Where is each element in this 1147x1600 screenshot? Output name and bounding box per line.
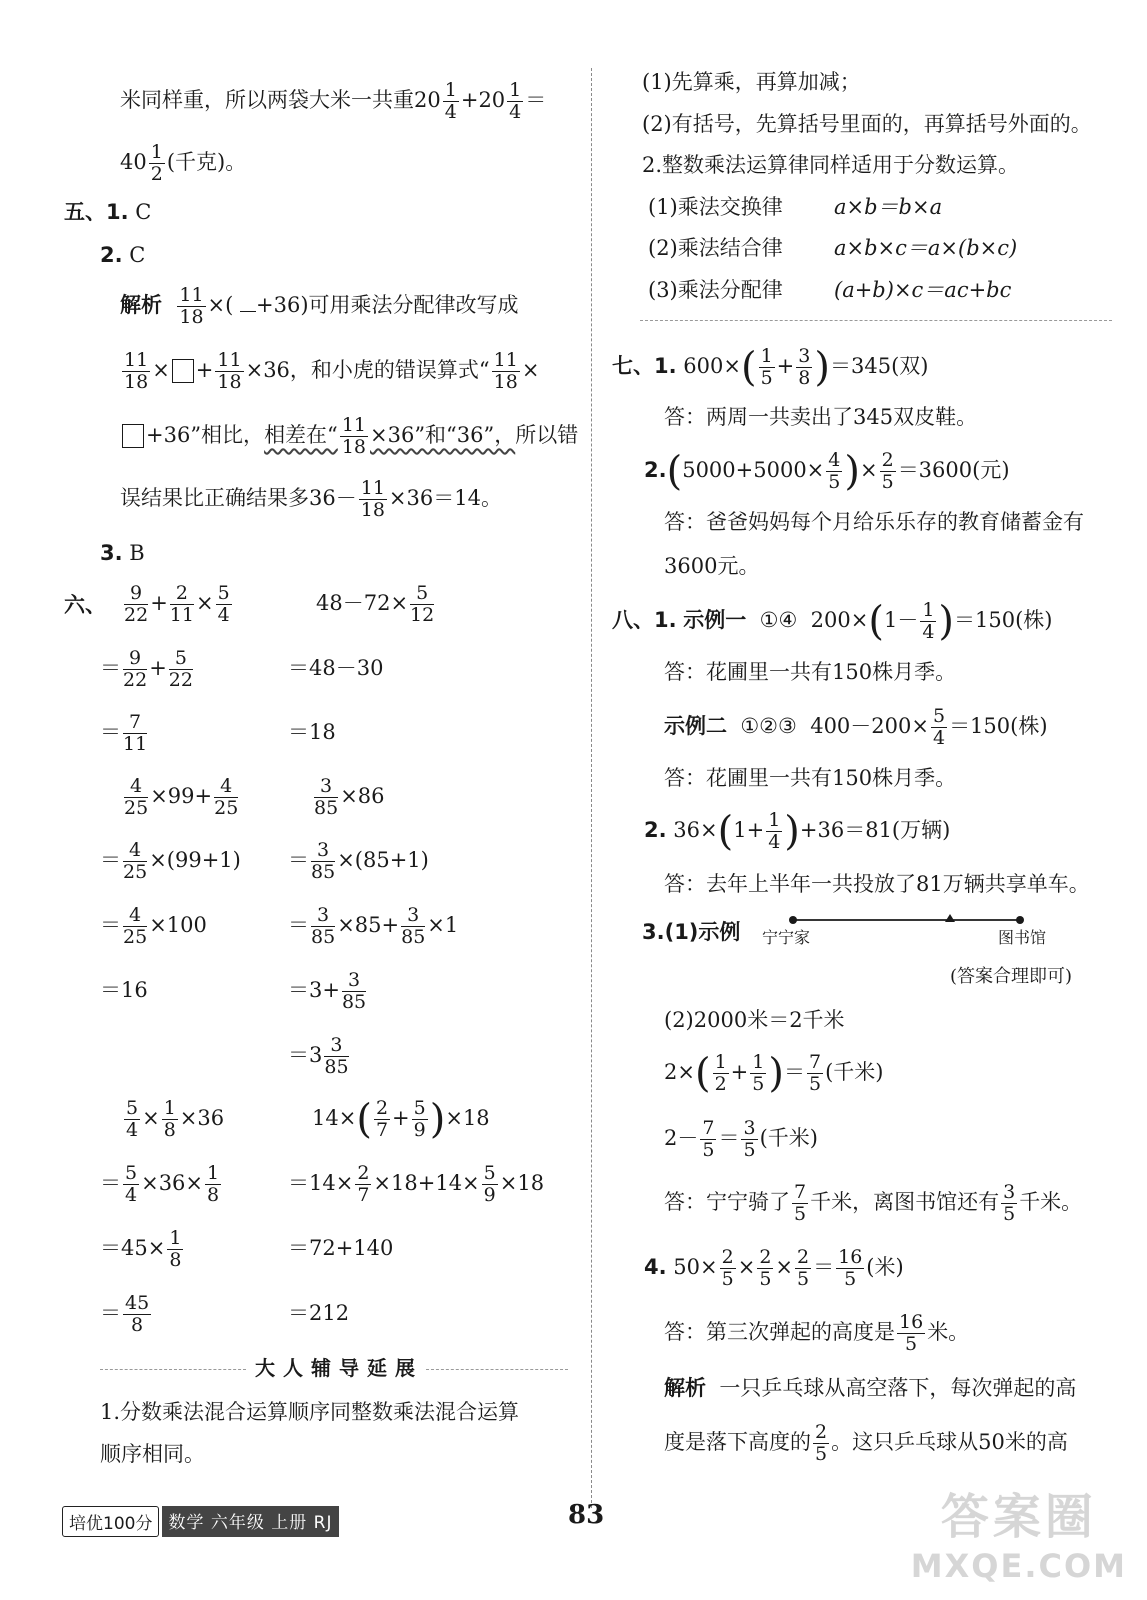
section-8-q4: 4. 50× $\frac{2}{5}$ × $\frac{2}{5}$ × $\frac{2}{5}$ ＝ $\frac{16}{5}$ (米) <box>644 1246 904 1290</box>
position-marker <box>945 914 955 922</box>
section-7-q2: 2.(5000+5000× $\frac{4}{5}$ )× $\frac{2}{5}$ ＝3600(元) <box>644 448 1010 495</box>
calc-e-row-0: $\frac{5}{4}$ × $\frac{1}{8}$ ×36 <box>126 1097 225 1141</box>
q3-answer: 答：宁宁骑了 $\frac{7}{5}$ 千米，离图书馆还有 $\frac{3}{5}$ 千米。 <box>664 1181 1083 1225</box>
calc-b-row-0: $\frac{4}{25}$ ×99+ $\frac{4}{25}$ <box>124 775 239 819</box>
calc-e-row-1: ＝ $\frac{5}{4}$ ×36× $\frac{1}{8}$ <box>100 1162 220 1206</box>
calc-f-row-1: ＝14× $\frac{2}{7}$ ×18+14× $\frac{5}{9}$ ×18 <box>288 1162 545 1206</box>
end-point <box>1016 916 1024 924</box>
library-label: 图书馆 <box>998 928 1047 947</box>
law-3-formula: (a+b)×c＝ac+bc <box>834 278 1012 302</box>
q3-line-2: 2×( $\frac{1}{2}$ + $\frac{1}{5}$ )＝ $\frac{7}{5}$ (千米) <box>664 1050 884 1097</box>
calc-a-row-0: $\frac{9}{22}$ + $\frac{2}{11}$ × $\frac{5}{4}$ <box>124 582 230 626</box>
extension-line-2: 顺序相同。 <box>100 1442 205 1466</box>
q4-analysis-line-1: 解析 一只乒乓球从高空落下，每次弹起的高 <box>664 1376 1077 1400</box>
calc-e-row-3: ＝ $\frac{45}{8}$ <box>100 1292 150 1336</box>
blank-box <box>172 359 194 383</box>
calc-d-row-1: ＝ $\frac{3}{85}$ ×(85+1) <box>288 839 429 883</box>
section-8-example-2: 示例二 ①②③ 400－200× $\frac{5}{4}$ ＝150(株) <box>664 705 1048 749</box>
rule-line-1: (1)先算乘，再算加减； <box>642 70 861 94</box>
calc-d-row-4: ＝3 $\frac{3}{85}$ <box>288 1034 349 1078</box>
calc-b-row-1: ＝ $\frac{4}{25}$ ×(99+1) <box>100 839 241 883</box>
extension-title: 大人辅导延展 <box>255 1356 423 1380</box>
page-number: 83 <box>568 1500 605 1530</box>
blank-box <box>122 424 144 448</box>
law-2-name: (2)乘法结合律 <box>648 236 783 260</box>
calc-c-row-1: ＝48－30 <box>288 656 384 680</box>
section-8-q2-answer: 答：去年上半年一共投放了81万辆共享单车。 <box>664 872 1090 896</box>
section-7-q1: 七、1. 600×( $\frac{1}{5}$ + $\frac{3}{8}$ )＝345(双) <box>612 344 929 391</box>
section-6-label: 六、 <box>64 593 106 617</box>
calc-f-row-2: ＝72+140 <box>288 1236 394 1260</box>
calc-d-row-2: ＝ $\frac{3}{85}$ ×85+ $\frac{3}{85}$ ×1 <box>288 904 459 948</box>
calc-d-row-3: ＝3+ $\frac{3}{85}$ <box>288 969 367 1013</box>
column-divider <box>591 68 592 1508</box>
left-line-2: 40 $\frac{1}{2}$ (千克)。 <box>120 141 247 185</box>
q4-analysis-line-2: 度是落下高度的 $\frac{2}{5}$ 。这只乒乓球从50米的高 <box>664 1421 1068 1465</box>
calc-c-row-0: 48－72× $\frac{5}{12}$ <box>316 582 435 626</box>
analysis-line-1: 解析 $\frac{11}{18}$ ×( +36)可用乘法分配律改写成 <box>120 284 519 328</box>
fraction: $\frac{1}{4}$ <box>444 79 457 123</box>
brand-label: 培优100分 <box>62 1506 159 1537</box>
law-2-formula: a×b×c＝a×(b×c) <box>834 236 1018 260</box>
calc-d-row-0: $\frac{3}{85}$ ×86 <box>314 775 385 819</box>
book-info: 数学 六年级 上册 RJ <box>162 1506 338 1537</box>
calc-b-row-3: ＝16 <box>100 978 148 1002</box>
calc-b-row-2: ＝ $\frac{4}{25}$ ×100 <box>100 904 207 948</box>
q3-line-1: (2)2000米＝2千米 <box>664 1008 845 1032</box>
calc-a-row-2: ＝ $\frac{7}{11}$ <box>100 711 148 755</box>
watermark-line-1: 答案圈 <box>940 1489 1097 1545</box>
divider <box>640 320 1112 321</box>
start-point <box>789 916 797 924</box>
analysis-line-2: $\frac{11}{18}$ × + $\frac{11}{18}$ ×36，和小虎的错误算式“ $\frac{11}{18}$ × <box>124 349 540 393</box>
q4-answer: 答：第三次弹起的高度是 $\frac{16}{5}$ 米。 <box>664 1311 970 1355</box>
q3-line-3: 2－ $\frac{7}{5}$ ＝ $\frac{3}{5}$ (千米) <box>664 1117 818 1161</box>
divider <box>100 1369 246 1370</box>
calc-f-row-0: 14×( $\frac{2}{7}$ + $\frac{5}{9}$ )×18 <box>312 1096 490 1143</box>
watermark-line-2: MXQE.COM <box>910 1547 1127 1585</box>
route-diagram <box>780 908 1030 936</box>
footer <box>62 1506 339 1537</box>
section-8-example-1: 八、1. 示例一 ①④ 200×(1－ $\frac{1}{4}$ )＝150(株) <box>612 598 1053 645</box>
calc-c-row-2: ＝18 <box>288 720 336 744</box>
fraction: $\frac{1}{4}$ <box>509 79 522 123</box>
watermark <box>911 1478 1127 1585</box>
analysis-line-3: +36”相比，相差在“ $\frac{11}{18}$ ×36”和“36”，所以错 <box>120 415 578 458</box>
calc-e-row-2: ＝45× $\frac{1}{8}$ <box>100 1227 182 1271</box>
left-line-1: 米同样重，所以两袋大米一共重20 $\frac{1}{4}$ +20 $\frac{1}{4}$ ＝ <box>120 79 547 123</box>
answer-rose-1: 答：花圃里一共有150株月季。 <box>664 660 957 684</box>
rule-line-2: (2)有括号，先算括号里面的，再算括号外面的。 <box>642 112 1092 136</box>
section-8-q3-label: 3.(1)示例 <box>642 920 741 944</box>
divider <box>426 1369 568 1370</box>
law-1-name: (1)乘法交换律 <box>648 195 783 219</box>
section-7-a2-line-2: 3600元。 <box>664 554 760 578</box>
fraction: $\frac{1}{2}$ <box>150 141 163 185</box>
calc-a-row-1: ＝ $\frac{9}{22}$ + $\frac{5}{22}$ <box>100 647 193 691</box>
calc-f-row-3: ＝212 <box>288 1301 350 1325</box>
law-3-name: (3)乘法分配律 <box>648 278 783 302</box>
home-label: 宁宁家 <box>762 928 811 947</box>
reasonable-note: (答案合理即可) <box>950 966 1073 987</box>
extension-line-1: 1.分数乘法混合运算顺序同整数乘法混合运算 <box>100 1400 520 1424</box>
section-7-a1: 答：两周一共卖出了345双皮鞋。 <box>664 405 978 429</box>
section-5-q2: 2. C <box>100 243 146 267</box>
answer-rose-2: 答：花圃里一共有150株月季。 <box>664 766 957 790</box>
section-5-q1: 五、1. C <box>64 200 152 224</box>
law-1-formula: a×b＝b×a <box>834 195 943 219</box>
section-5-q3: 3. B <box>100 541 145 565</box>
section-8-q2: 2. 36×(1+ $\frac{1}{4}$ )+36＝81(万辆) <box>644 808 951 855</box>
rule-line-3: 2.整数乘法运算律同样适用于分数运算。 <box>642 153 1020 177</box>
section-7-a2-line-1: 答：爸爸妈妈每个月给乐乐存的教育储蓄金有 <box>664 510 1084 534</box>
analysis-line-4: 误结果比正确结果多36－ $\frac{11}{18}$ ×36＝14。 <box>120 477 502 521</box>
